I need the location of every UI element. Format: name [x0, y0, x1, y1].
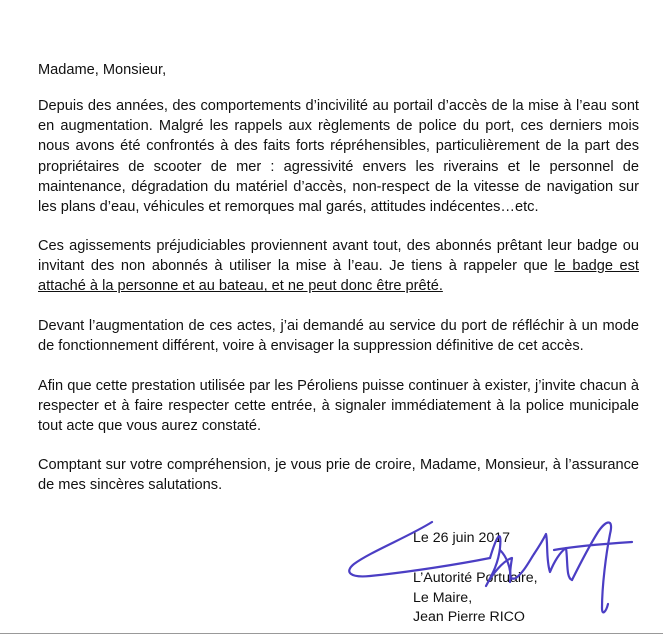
salutation: Madame, Monsieur,: [38, 62, 167, 78]
page-bottom-rule: [0, 633, 663, 634]
signatory-role: Le Maire,: [413, 589, 473, 606]
badge-rule-underlined: le badge est attaché à la personne et au bateau, et ne peut donc être prêté.: [38, 258, 639, 295]
paragraph-incivilities: Depuis des années, des comportements d’incivilité au portail d’accès de la mise à l’eau sont en augmentation. Malgré les rappels aux règlements de police du port, ces derniers mois nous avons été confrontés à des faits forts répréhensibles, particulièrement de la part des propriétaires de scooter de mer : agressivité envers les riverains et le personnel de maintenance, dégradation du matériel d’accès, non-respect de la vitesse de navigation sur les plans d’eau, véhicules et remorques mal garés, attitudes indécentes…etc.: [38, 98, 639, 216]
signatory-authority: L’Autorité Portuaire,: [413, 569, 538, 586]
paragraph-closing: Comptant sur votre compréhension, je vous prie de croire, Madame, Monsieur, à l’assurance de mes sincères salutations.: [38, 457, 639, 494]
letter-date: Le 26 juin 2017: [413, 530, 511, 546]
signatory-name: Jean Pierre RICO: [413, 609, 525, 626]
signature-spacer: [413, 549, 538, 569]
paragraph-respect-request: Afin que cette prestation utilisée par les Péroliens puisse continuer à exister, j’invite chacun à respecter et à faire respecter cette entrée, à signaler immédiatement à la police municipale tout acte que vous aurez constaté.: [38, 378, 639, 435]
paragraph-badge-sharing-text: Ces agissements préjudiciables proviennent avant tout, des abonnés prêtant leur badge ou invitant des non abonnés à utiliser la mise à l’eau. Je tiens à rappeler que: [38, 238, 639, 275]
paragraph-badge-sharing: [38, 236, 639, 297]
paragraph-port-service: Devant l’augmentation de ces actes, j’ai demandé au service du port de réfléchir à un mode de fonctionnement différent, voire à envisager la suppression définitive de cet accès.: [38, 318, 639, 355]
signature-block: [413, 529, 538, 628]
